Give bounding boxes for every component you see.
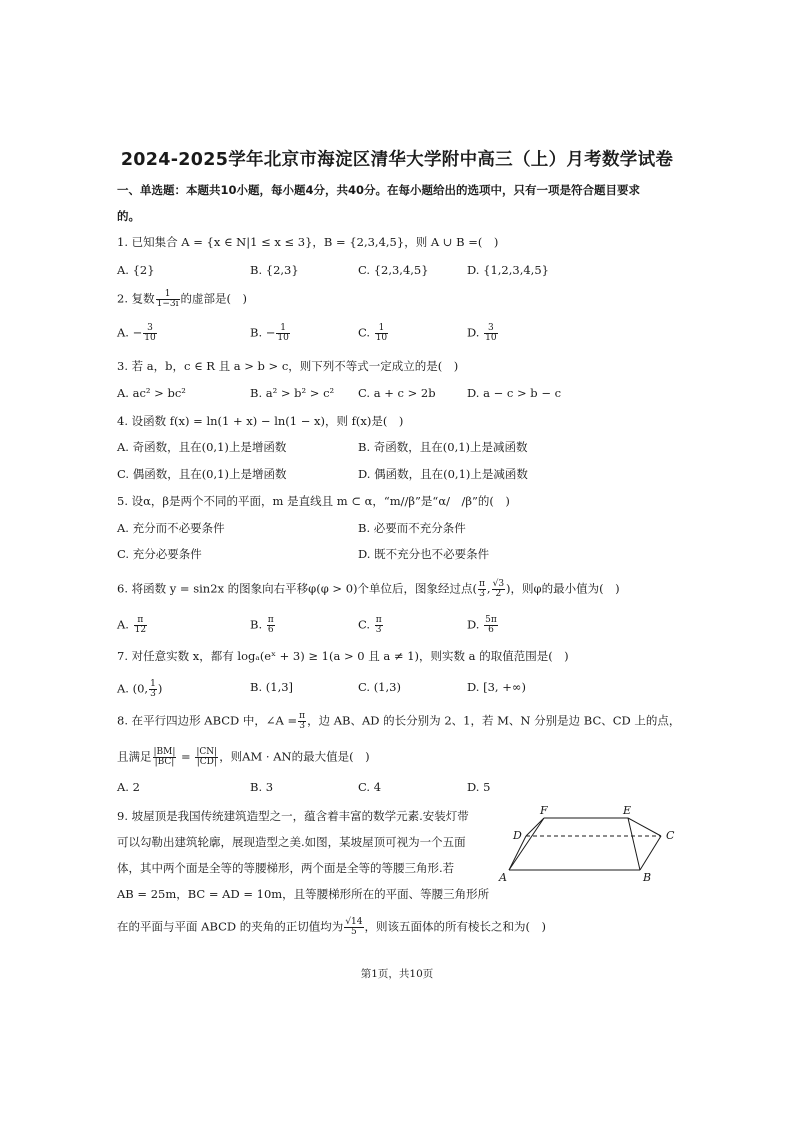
q3-option-a: A. ac² > bc² <box>117 386 186 400</box>
q5-stem: 5. 设α，β是两个不同的平面，m 是直线且 m ⊂ α，“m//β”是“α/ /β”的( ) <box>117 494 510 508</box>
section-heading-line1: 一、单选题：本题共10小题，每小题4分，共40分。在每小题给出的选项中，只有一项是符合题目要求 <box>117 183 641 197</box>
q9-line4: AB = 25m，BC = AD = 10m，且等腰梯形所在的平面、等腰三角形所 <box>117 887 490 901</box>
label-c: C <box>666 829 675 842</box>
q7-stem: 7. 对任意实数 x，都有 logₐ(eˣ + 3) ≥ 1(a > 0 且 a ≠ 1)，则实数 a 的取值范围是( ) <box>117 649 569 663</box>
q6-point-y: $\frac{√3}{2}$ <box>492 579 505 599</box>
section-heading-line2: 的。 <box>117 209 140 223</box>
q5-option-c: C. 充分必要条件 <box>117 547 202 561</box>
q8-option-a: A. 2 <box>117 780 140 794</box>
q2-frac-num: 1 <box>156 290 180 300</box>
q5-option-a: A. 充分而不必要条件 <box>117 521 225 535</box>
label-b: B <box>643 871 652 884</box>
q7-option-a: A. (0, $\frac{1}{3}$ ) <box>117 679 163 699</box>
q4-option-c: C. 偶函数，且在(0,1)上是增函数 <box>117 467 287 481</box>
q6-option-b: B. $\frac{\pi}{6}$ <box>250 615 274 635</box>
label-a: A <box>499 871 507 884</box>
q8-stem-line2: 且满足 $\frac{|BM|}{|BC|}$ = $\frac{|CN|}{|CD|}$ ，则AM · AN的最大值是( ) <box>117 747 370 767</box>
page-title: 2024-2025学年北京市海淀区清华大学附中高三（上）月考数学试卷 <box>120 150 674 170</box>
q2-option-d: D. $\frac{3}{10}$ <box>467 323 497 343</box>
q6-option-d: D. $\frac{5\pi}{6}$ <box>467 615 497 635</box>
q2-option-b: B. − $\frac{1}{10}$ <box>250 323 289 343</box>
q1-stem: 1. 已知集合 A = {x ∈ N|1 ≤ x ≤ 3}，B = {2,3,4,5}，则 A ∪ B =( ) <box>117 235 499 249</box>
edge-bc <box>640 836 661 870</box>
q5-option-b: B. 必要而不充分条件 <box>358 521 466 535</box>
q7-option-d: D. [3, +∞) <box>467 680 526 694</box>
q1-option-b: B. {2,3} <box>250 263 299 277</box>
q4-option-d: D. 偶函数，且在(0,1)上是减函数 <box>358 467 528 481</box>
q2-stem-post: 的虚部是( ) <box>180 291 247 306</box>
label-d: D <box>513 829 522 842</box>
q3-option-b: B. a² > b² > c² <box>250 386 335 400</box>
edge-ec <box>628 818 661 836</box>
q6-option-c: C. $\frac{\pi}{3}$ <box>358 615 382 635</box>
q4-option-b: B. 奇函数，且在(0,1)上是减函数 <box>358 440 528 454</box>
q6-option-a: A. $\frac{\pi}{12}$ <box>117 615 147 635</box>
q6-point-x: $\frac{\pi}{3}$ <box>479 579 485 599</box>
q1-option-d: D. {1,2,3,4,5} <box>467 263 549 277</box>
q3-option-c: C. a + c > 2b <box>358 386 436 400</box>
q8-option-b: B. 3 <box>250 780 274 794</box>
q9-line1: 9. 坡屋顶是我国传统建筑造型之一，蕴含着丰富的数学元素.安装灯带 <box>117 809 469 823</box>
q8-option-d: D. 5 <box>467 780 491 794</box>
q3-stem: 3. 若 a，b，c ∈ R 且 a > b > c，则下列不等式一定成立的是( ) <box>117 359 459 373</box>
edge-df <box>526 818 544 836</box>
page-footer: 第1页，共10页 <box>360 968 434 980</box>
q2-stem <box>117 290 247 309</box>
q2-stem-pre: 2. 复数 <box>117 291 155 306</box>
q8-option-c: C. 4 <box>358 780 382 794</box>
q3-option-d: D. a − c > b − c <box>467 386 562 400</box>
q4-option-a: A. 奇函数，且在(0,1)上是增函数 <box>117 440 287 454</box>
q9-line5: 在的平面与平面 ABCD 的夹角的正切值均为 $\frac{√14}{5}$ ，则该五面体的所有棱长之和为( ) <box>117 917 546 937</box>
label-f: F <box>540 804 548 817</box>
q2-frac-den: 1−3i <box>156 299 179 309</box>
q1-option-c: C. {2,3,4,5} <box>358 263 429 277</box>
q9-line2: 可以勾勒出建筑轮廓，展现造型之美.如图，某坡屋顶可视为一个五面 <box>117 835 466 849</box>
q4-stem: 4. 设函数 f(x) = ln(1 + x) − ln(1 − x)，则 f(x)是( ) <box>117 414 404 428</box>
q2-option-a: A. − $\frac{3}{10}$ <box>117 323 156 343</box>
q7-option-c: C. (1,3) <box>358 680 401 694</box>
q9-roof-figure <box>496 804 682 886</box>
edge-af <box>509 818 544 870</box>
q9-line3: 体，其中两个面是全等的等腰梯形，两个面是全等的等腰三角形.若 <box>117 861 455 875</box>
q2-fraction <box>156 290 180 309</box>
label-e: E <box>623 804 632 817</box>
q2-option-c: C. $\frac{1}{10}$ <box>358 323 388 343</box>
q1-option-a: A. {2} <box>117 263 155 277</box>
q7-option-b: B. (1,3] <box>250 680 294 694</box>
q8-stem-line1: 8. 在平行四边形 ABCD 中，∠A = $\frac{\pi}{3}$ ，边 AB、AD 的长分别为 2、1，若 M、N 分别是边 BC、CD 上的点， <box>117 711 681 731</box>
q5-option-d: D. 既不充分也不必要条件 <box>358 547 490 561</box>
edge-eb <box>628 818 640 870</box>
q6-stem: 6. 将函数 y = sin2x 的图象向右平移φ(φ > 0)个单位后，图象经过点( $\frac{\pi}{3}$ , $\frac{√3}{2}$ )，则φ的最小值为( ) <box>117 579 620 599</box>
